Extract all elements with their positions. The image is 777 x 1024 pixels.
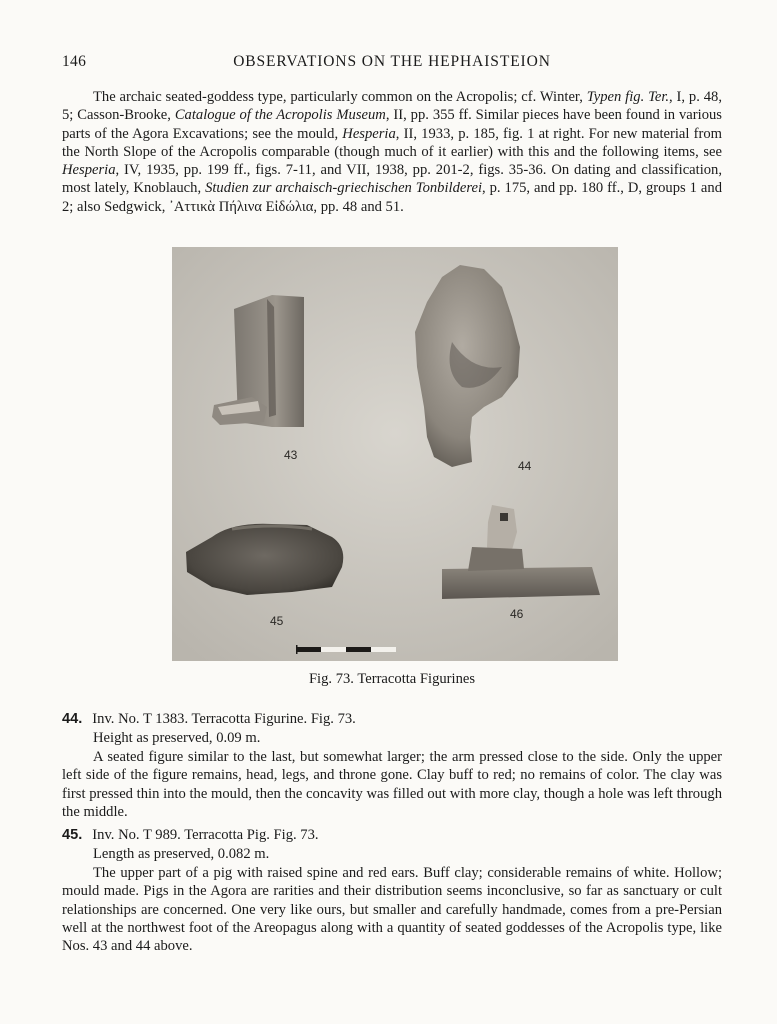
caption-text: Terracotta Figurines <box>357 671 476 687</box>
figure-caption <box>62 671 722 688</box>
entry-44-text: A seated figure similar to the last, but somewhat larger; the arm pressed close to the side. Only the upper left side of the figure remains, head, legs, and throne gone. Clay buff to red; no remains of color. The clay was first pressed thin into the mould, then the concavity was filled out with more clay, though a hole was left through the middle. <box>62 749 722 820</box>
entry-45-text: The upper part of a pig with raised spine and red ears. Buff clay; considerable remains of white. Hollow; mould made. Pigs in the Agora are rarities and their distribution seems inconclusive, so far as sanctuary or cult relationships are concerned. One very like ours, but smaller and carefully handmade, comes from a pre-Persian well at the northwest foot of the Areopagus along with a quantity of seated goddesses of the Acropolis type, like Nos. 43 and 44 above. <box>62 865 722 955</box>
entry-45-measure: Length as preserved, 0.082 m. <box>93 846 270 862</box>
entry-44-heading <box>62 710 722 728</box>
figure-label-46: 46 <box>510 607 524 621</box>
entry-heading-text: Inv. No. T 989. Terracotta Pig. Fig. 73. <box>92 827 319 843</box>
entry-45-heading <box>62 826 722 844</box>
caption-prefix: Fig. 73. <box>308 671 354 687</box>
entry-number: 45. <box>62 827 83 843</box>
running-title: OBSERVATIONS ON THE HEPHAISTEION <box>233 53 551 70</box>
figure-label-45: 45 <box>270 614 284 628</box>
intro-paragraph: The archaic seated-goddess type, particularly common on the Acropolis; cf. Winter, Typen fig. Ter., I, p. 48, 5; Casson-Brooke, Catalogue of the Acropolis Museum, II, pp. 355 ff. Similar pieces have been found in various parts of the Agora Excavations; see the mould, Hesperia, II, 1933, p. 185, fig. 1 at right. For new material from the North Slope of the Acropolis comparable (though much of it earlier) with this and the following items, see Hesperia, IV, 1935, pp. 199 ff., figs. 7-11, and VII, 1938, pp. 201-2, figs. 35-36. On dating and classification, most lately, Knoblauch, Studien zur archaisch-griechischen Tonbilderei, p. 175, and pp. 180 ff., D, groups 1 and 2; also Sedgwick, ᾽Αττικὰ Πήλινα Εἰδώλια, pp. 48 and 51. <box>62 89 722 215</box>
figure-label-44: 44 <box>518 459 532 473</box>
entry-heading-text: Inv. No. T 1383. Terracotta Figurine. Fig. 73. <box>92 711 356 727</box>
figure-label-43: 43 <box>284 448 298 462</box>
entry-number: 44. <box>62 711 83 727</box>
entry-44-measure: Height as preserved, 0.09 m. <box>93 730 261 746</box>
page-header <box>62 53 722 75</box>
figure-photograph <box>172 247 618 661</box>
page-number: 146 <box>62 53 87 70</box>
